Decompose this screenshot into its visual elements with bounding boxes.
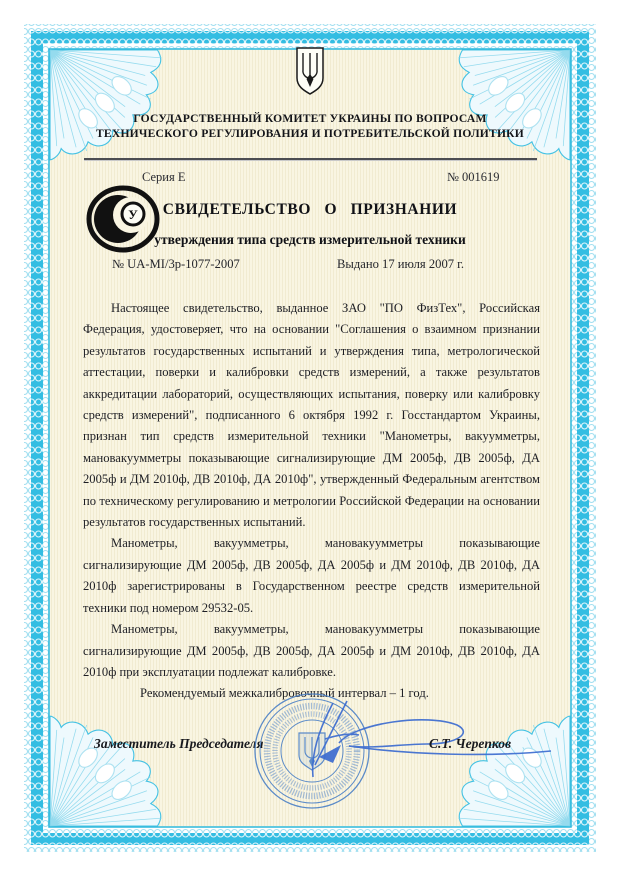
body-paragraph-1: Настоящее свидетельство, выданное ЗАО "ПО ФизТех", Российская Федерация, удостоверяет, что на основании "Соглашения о взаимном признании результатов государственных испытаний и утверждения типа, метрологической аттестации, поверки и калибровки средств измерений, а также результатов аккредитации лабораторий, осуществляющих испытания, поверку или калибровку средств измерений", подписанного 6 октября 1992 г. Госстандартом Украины, признан тип средств измерительной техники "Манометры, вакуумметры, мановакуумметры показывающие сигнализирующие ДМ 2005ф, ДВ 2005ф, ДА 2005ф и ДМ 2010ф, ДВ 2010ф, ДА 2010ф", утвержденный Федеральным агентством по техническому регулированию и метрологии Российской Федерации на основании результатов государственных испытаний.	[83, 301, 540, 530]
issue-date: Выдано 17 июля 2007 г.	[337, 257, 465, 271]
issuing-authority-line2: ТЕХНИЧЕСКОГО РЕГУЛИРОВАНИЯ И ПОТРЕБИТЕЛЬСКОЙ ПОЛИТИКИ	[96, 127, 524, 140]
document-number: № UA-MI/3p-1077-2007	[112, 257, 240, 271]
certificate-title: СВИДЕТЕЛЬСТВО О ПРИЗНАНИИ	[162, 201, 458, 218]
body-paragraph-2: Манометры, вакуумметры, мановакуумметры показывающие сигнализирующие ДМ 2005ф, ДВ 2005ф, ДА 2005ф и ДМ 2010ф, ДВ 2010ф, ДА 2010ф зарегистрированы в Государственном реестре средств измерительной техники под номером 29532-05.	[83, 536, 540, 615]
signature-icon	[289, 699, 554, 784]
issuing-authority	[70, 111, 550, 141]
serial-number: № 001619	[447, 170, 500, 184]
signer-name: С.Т. Черепков	[429, 736, 511, 751]
series-label: Серия Е	[142, 170, 186, 184]
header-divider	[84, 158, 537, 161]
body-paragraph-4: Рекомендуемый межкалибровочный интервал – 1 год.	[140, 686, 429, 701]
cert-mark-letter: У	[128, 207, 138, 222]
issuing-authority-line1: ГОСУДАРСТВЕННЫЙ КОМИТЕТ УКРАИНЫ ПО ВОПРОСАМ	[133, 112, 487, 125]
ukraine-trident-icon	[290, 45, 330, 99]
certificate-body	[83, 298, 540, 705]
body-paragraph-3: Манометры, вакуумметры, мановакуумметры показывающие сигнализирующие ДМ 2005ф, ДВ 2005ф, ДА 2005ф и ДМ 2010ф, ДВ 2010ф, ДА 2010ф при эксплуатации подлежат калибровке.	[83, 622, 540, 679]
certificate-subtitle: утверждения типа средств измерительной техники	[154, 232, 466, 247]
signer-title: Заместитель Председателя	[94, 736, 264, 751]
